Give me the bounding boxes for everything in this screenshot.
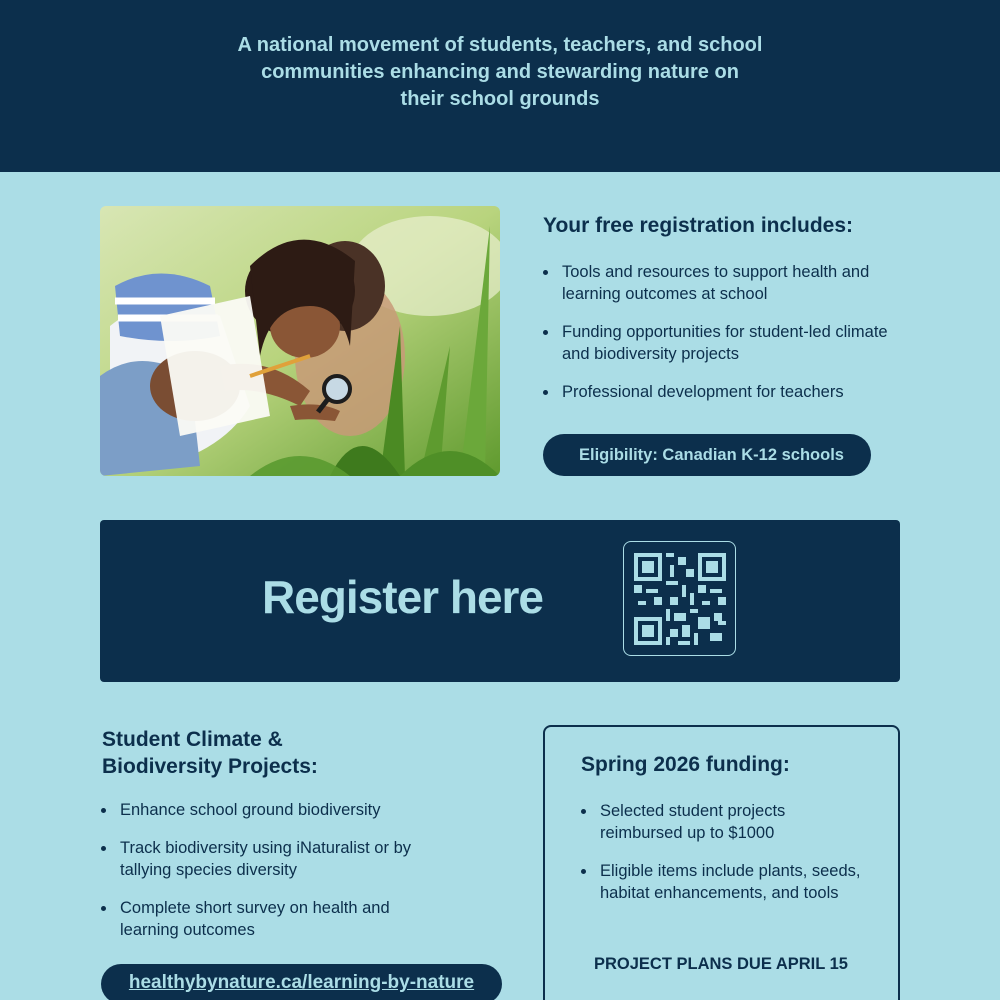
funding-heading: Spring 2026 funding: xyxy=(581,753,790,776)
due-date-notice: PROJECT PLANS DUE APRIL 15 xyxy=(594,955,848,973)
list-item: Complete short survey on health and learning outcomes xyxy=(101,897,431,941)
header-subtitle xyxy=(200,32,800,113)
photo-illustration xyxy=(100,206,500,476)
website-link[interactable]: healthybynature.ca/learning-by-nature xyxy=(101,964,502,1000)
list-item: Enhance school ground biodiversity xyxy=(101,799,431,821)
registration-heading: Your free registration includes: xyxy=(543,214,854,237)
funding-box xyxy=(543,725,900,1000)
subtitle-line: A national movement of students, teachers, and school xyxy=(237,34,763,56)
heading-line: Biodiversity Projects: xyxy=(102,755,318,778)
eligibility-badge: Eligibility: Canadian K-12 schools xyxy=(543,434,871,476)
subtitle-line: their school grounds xyxy=(400,88,600,110)
register-banner[interactable] xyxy=(100,520,900,682)
register-heading[interactable]: Register here xyxy=(262,571,544,623)
list-item: Track biodiversity using iNaturalist or by tallying species diversity xyxy=(101,837,431,881)
list-item: Funding opportunities for student-led climate and biodiversity projects xyxy=(543,321,888,365)
student-photo xyxy=(100,206,500,476)
qr-code-icon[interactable] xyxy=(623,541,736,656)
registration-list xyxy=(543,261,888,419)
list-item: Selected student projects reimbursed up to $1000 xyxy=(581,800,871,844)
list-item: Professional development for teachers xyxy=(543,381,888,403)
heading-line: Student Climate & xyxy=(102,728,283,751)
projects-heading xyxy=(102,726,318,780)
header-banner xyxy=(0,0,1000,172)
subtitle-line: communities enhancing and stewarding nature on xyxy=(261,61,739,83)
projects-list xyxy=(101,799,431,957)
list-item: Eligible items include plants, seeds, habitat enhancements, and tools xyxy=(581,860,871,904)
list-item: Tools and resources to support health and learning outcomes at school xyxy=(543,261,888,305)
funding-list xyxy=(581,800,871,920)
